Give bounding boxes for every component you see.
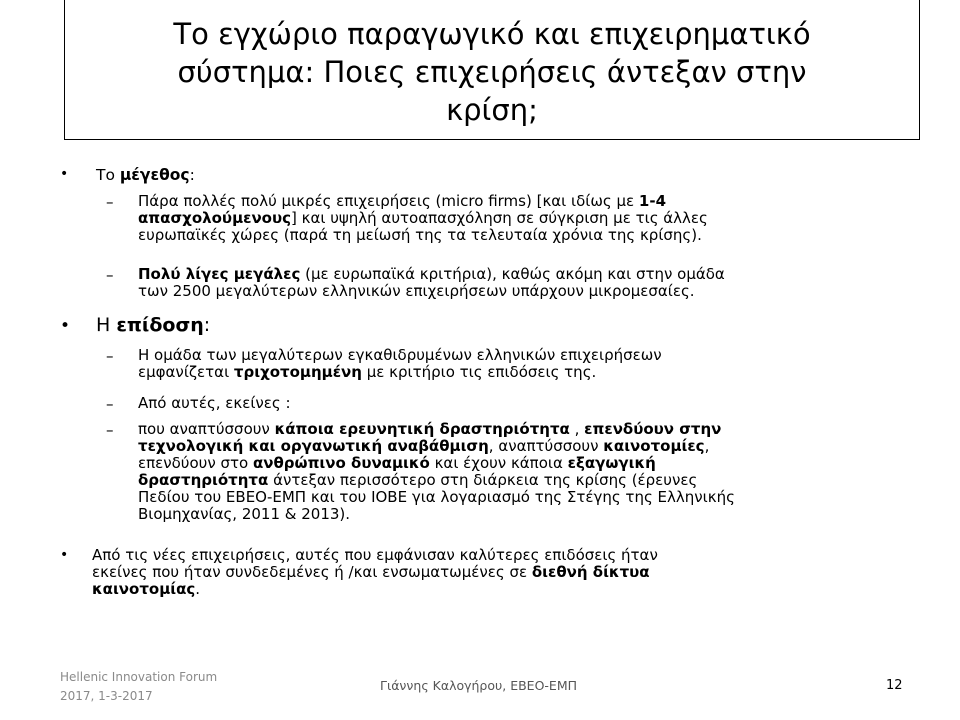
bullet-marker: • — [60, 166, 69, 182]
bullet-marker: • — [60, 547, 69, 563]
footer-event — [60, 668, 217, 706]
footer-event-name: Hellenic Innovation Forum — [60, 670, 218, 684]
dash-marker: – — [106, 347, 114, 365]
slide-title-box — [64, 0, 920, 140]
dash-marker: – — [106, 421, 114, 439]
sub-bullet-micro-firms: Πάρα πολλές πολύ μικρές επιχειρήσεις (micro firms) [και ιδίως με 1-4 απασχολούμενους] και υψηλή αυτοαπασχόληση σε σύγκριση με τις άλλες ευρωπαϊκές χώρες (παρά τη μείωσή της τα τελευταία χρόνια της κρίσης). — [138, 192, 708, 244]
title-line-3: κρίση; — [446, 93, 538, 127]
sub-bullet-resilient-firms: που αναπτύσσουν κάποια ερευνητική δραστηριότητα , επενδύουν στην τεχνολογική και οργανωτική αναβάθμιση, αναπτύσσουν καινοτομίες, επενδύουν στο ανθρώπινο δυναμικό και έχουν κάποια εξαγωγική δραστηριότητα άντεξαν περισσότερο στη διάρκεια της κρίσης (έρευνες Πεδίου του ΕΒΕΟ-ΕΜΠ και του ΙΟΒΕ για λογαριασμό της Στέγης της Ελληνικής Βιομηχανίας, 2011 & 2013). — [138, 420, 735, 523]
footer-author: Γιάννης Καλογήρου, ΕΒΕΟ-ΕΜΠ — [380, 678, 577, 693]
title-line-1: Το εγχώριο παραγωγικό και επιχειρηματικό — [173, 17, 811, 51]
bullet-new-firms: Από τις νέες επιχειρήσεις, αυτές που εμφάνισαν καλύτερες επιδόσεις ήταν εκείνες που ήταν συνδεδεμένες ή /και ενσωματωμένες σε διεθνή δίκτυα καινοτομίας. — [92, 546, 658, 598]
bullet-size: Το μέγεθος: — [96, 166, 195, 184]
footer-event-date: 2017, 1-3-2017 — [60, 689, 153, 703]
bullet-performance: Η επίδοση: — [96, 314, 211, 336]
sub-bullet-large-firms: Πολύ λίγες μεγάλες (με ευρωπαϊκά κριτήρια), καθώς ακόμη και στην ομάδα των 2500 μεγαλύτερων ελληνικών επιχειρήσεων υπάρχουν μικρομεσαίες. — [138, 265, 725, 300]
slide-title — [173, 9, 810, 129]
dash-marker: – — [106, 395, 114, 413]
dash-marker: – — [106, 266, 114, 284]
title-line-2: σύστημα: Ποιες επιχειρήσεις άντεξαν στην — [177, 55, 807, 89]
bullet-marker: • — [60, 316, 71, 336]
sub-bullet-trichotomy: Η ομάδα των μεγαλύτερων εγκαθιδρυμένων ελληνικών επιχειρήσεων εμφανίζεται τριχοτομημένη με κριτήριο τις επιδόσεις της. — [138, 346, 662, 381]
dash-marker: – — [106, 193, 114, 211]
page-number: 12 — [886, 678, 903, 693]
sub-bullet-those: Από αυτές, εκείνες : — [138, 394, 291, 412]
